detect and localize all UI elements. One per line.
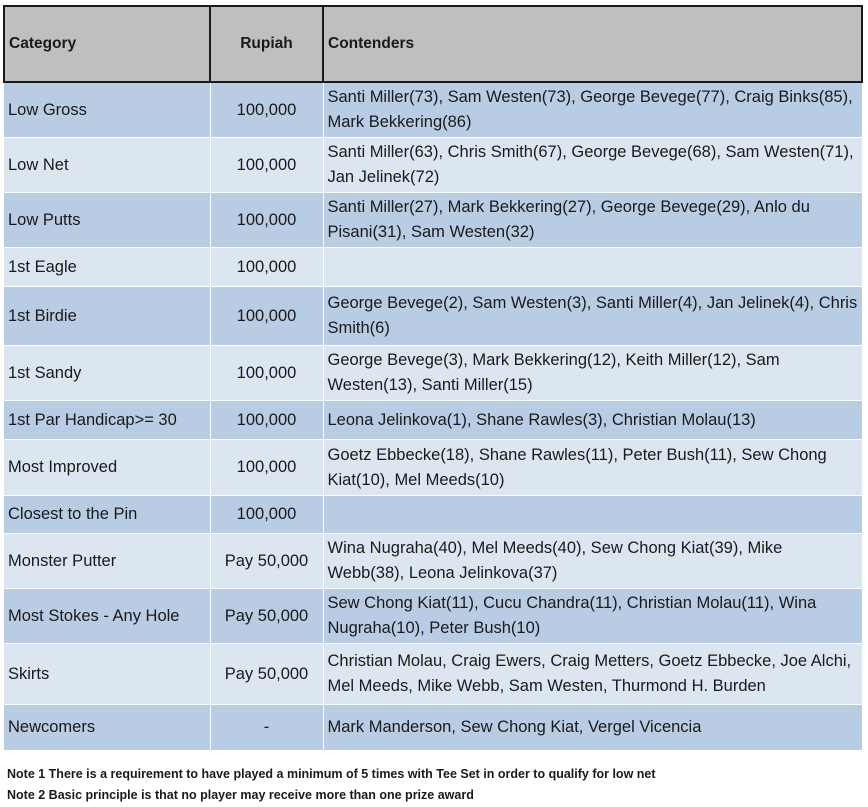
rupiah-cell: 100,000 (210, 440, 323, 496)
rupiah-cell: Pay 50,000 (210, 644, 323, 705)
table-row (4, 644, 862, 705)
header-category: Category (4, 6, 210, 82)
table-row (4, 82, 862, 138)
table-row (4, 440, 862, 496)
contenders-cell: Wina Nugraha(40), Mel Meeds(40), Sew Chong Kiat(39), Mike Webb(38), Leona Jelinkova(37) (323, 534, 862, 589)
table-row (4, 401, 862, 440)
contenders-cell: Santi Miller(27), Mark Bekkering(27), George Bevege(29), Anlo du Pisani(31), Sam Westen(32) (323, 193, 862, 248)
rupiah-cell: Pay 50,000 (210, 534, 323, 589)
contenders-cell: Santi Miller(63), Chris Smith(67), George Bevege(68), Sam Westen(71), Jan Jelinek(72) (323, 138, 862, 193)
table-row (4, 287, 862, 346)
category-cell: Low Putts (4, 193, 210, 248)
note-2: Note 2 Basic principle is that no player may receive more than one prize award (7, 788, 474, 802)
header-row (4, 6, 862, 82)
contenders-cell (323, 248, 862, 287)
category-cell: Newcomers (4, 705, 210, 751)
category-cell: 1st Birdie (4, 287, 210, 346)
category-cell: 1st Sandy (4, 346, 210, 401)
contenders-cell: Sew Chong Kiat(11), Cucu Chandra(11), Christian Molau(11), Wina Nugraha(10), Peter Bush(10) (323, 589, 862, 644)
category-cell: Most Improved (4, 440, 210, 496)
table-row (4, 589, 862, 644)
contenders-cell: Leona Jelinkova(1), Shane Rawles(3), Christian Molau(13) (323, 401, 862, 440)
category-cell: Closest to the Pin (4, 496, 210, 534)
table-row (4, 705, 862, 751)
table-row (4, 496, 862, 534)
rupiah-cell: 100,000 (210, 82, 323, 138)
prize-table (3, 5, 863, 751)
rupiah-cell: 100,000 (210, 193, 323, 248)
rupiah-cell: 100,000 (210, 496, 323, 534)
contenders-cell: Santi Miller(73), Sam Westen(73), George Bevege(77), Craig Binks(85), Mark Bekkering(86) (323, 82, 862, 138)
notes (7, 764, 656, 806)
category-cell: Skirts (4, 644, 210, 705)
rupiah-cell: - (210, 705, 323, 751)
contenders-cell: George Bevege(2), Sam Westen(3), Santi Miller(4), Jan Jelinek(4), Chris Smith(6) (323, 287, 862, 346)
contenders-cell: Goetz Ebbecke(18), Shane Rawles(11), Peter Bush(11), Sew Chong Kiat(10), Mel Meeds(10) (323, 440, 862, 496)
rupiah-cell: 100,000 (210, 401, 323, 440)
table-row (4, 138, 862, 193)
note-1: Note 1 There is a requirement to have played a minimum of 5 times with Tee Set in order to qualify for low net (7, 767, 656, 781)
contenders-cell (323, 496, 862, 534)
table-row (4, 248, 862, 287)
table-row (4, 346, 862, 401)
contenders-cell: Mark Manderson, Sew Chong Kiat, Vergel Vicencia (323, 705, 862, 751)
rupiah-cell: 100,000 (210, 346, 323, 401)
table-row (4, 193, 862, 248)
rupiah-cell: 100,000 (210, 248, 323, 287)
contenders-cell: Christian Molau, Craig Ewers, Craig Metters, Goetz Ebbecke, Joe Alchi, Mel Meeds, Mike Webb, Sam Westen, Thurmond H. Burden (323, 644, 862, 705)
category-cell: Low Net (4, 138, 210, 193)
table-row (4, 534, 862, 589)
rupiah-cell: 100,000 (210, 287, 323, 346)
rupiah-cell: Pay 50,000 (210, 589, 323, 644)
category-cell: Monster Putter (4, 534, 210, 589)
category-cell: 1st Eagle (4, 248, 210, 287)
category-cell: 1st Par Handicap>= 30 (4, 401, 210, 440)
header-rupiah: Rupiah (210, 6, 323, 82)
category-cell: Low Gross (4, 82, 210, 138)
contenders-cell: George Bevege(3), Mark Bekkering(12), Keith Miller(12), Sam Westen(13), Santi Miller(15) (323, 346, 862, 401)
category-cell: Most Stokes - Any Hole (4, 589, 210, 644)
rupiah-cell: 100,000 (210, 138, 323, 193)
header-contenders: Contenders (323, 6, 862, 82)
